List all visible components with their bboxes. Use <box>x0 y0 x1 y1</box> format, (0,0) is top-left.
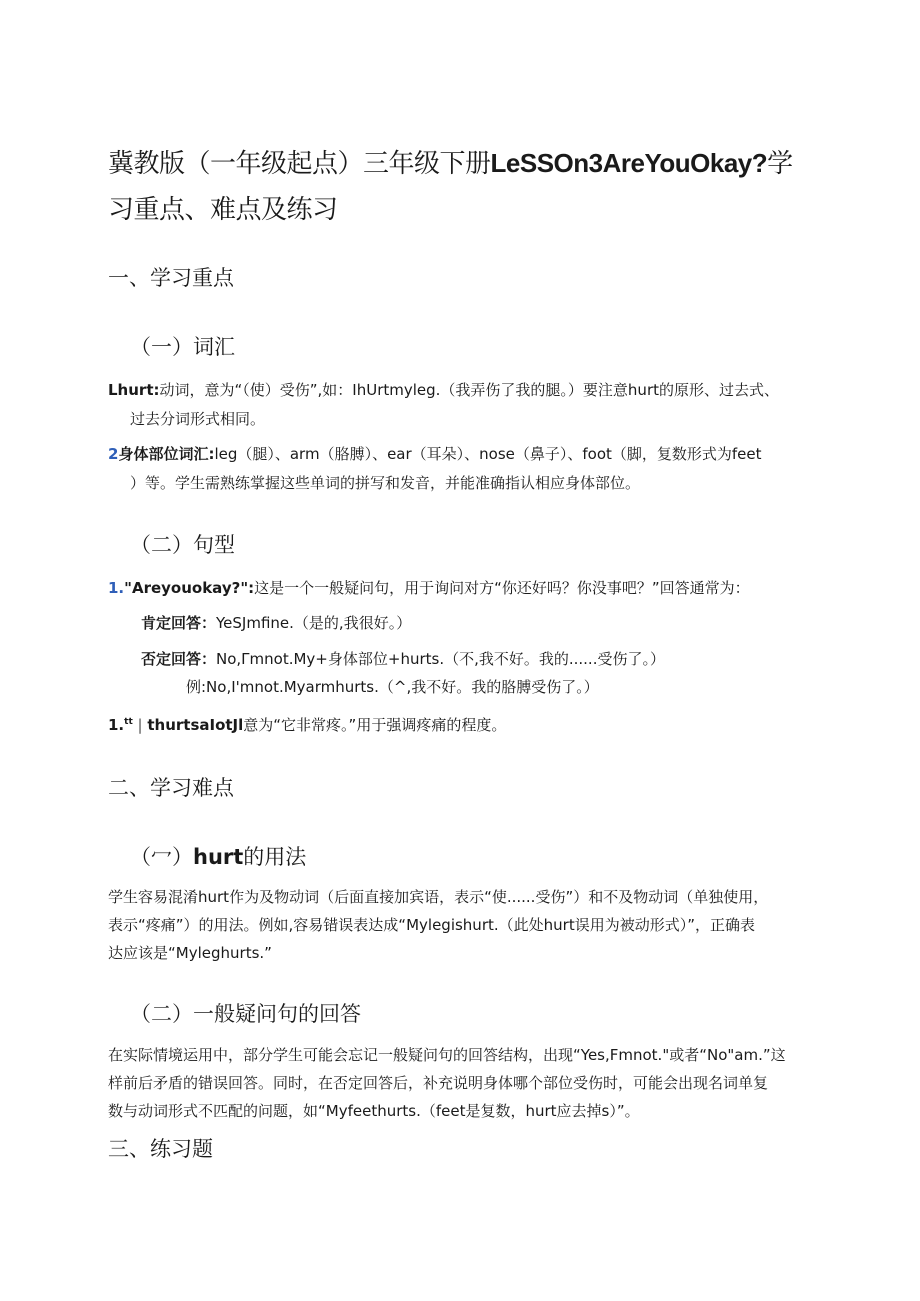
hurt-usage-line2: 表示“疼痛”）的用法。例如,容易错误表达成“Mylegishurt.（此处hurt误用为被动形式）”，正确表 <box>108 916 755 934</box>
vocab-hurt-text-line2: 过去分词形式相同。 <box>130 410 266 428</box>
section2-sub1-heading-rest: 的用法 <box>243 845 307 869</box>
question-answer-line1: 在实际情境运用中，部分学生可能会忘记一般疑问句的回答结构，出现“Yes,Fmnot."或者“No"am.”这 <box>108 1046 786 1064</box>
vocab-body-number: 2 <box>108 445 119 463</box>
question-answer-line3: 数与动词形式不匹配的问题，如“Myfeethurts.（feet是复数，hurt应去掉s）”。 <box>108 1102 640 1120</box>
vocab-body-label: 身体部位词汇: <box>118 445 215 463</box>
vocab-hurt-text-line1: 动词，意为“（使）受伤”,如：IhUrtmyleg.（我弄伤了我的腿。）要注意hurt的原形、过去式、 <box>159 381 779 399</box>
sentence1-text: 这是一个一般疑问句，用于询问对方“你还好吗？你没事吧？”回答通常为： <box>254 579 750 597</box>
section2-heading: 二、学习难点 <box>108 776 234 800</box>
vocab-hurt-label: Lhurt: <box>108 381 160 399</box>
negative-answer-text: No,Γmnot.My+身体部位+hurts.（不,我不好。我的......受伤了。） <box>216 650 665 668</box>
sentence2-text: 意为“它非常疼。”用于强调疼痛的程度。 <box>243 716 507 734</box>
title-part-2: LeSSOn3AreYouOkay? <box>490 148 768 178</box>
negative-answer <box>141 644 665 674</box>
section2-sub2-heading: （二）一般疑问句的回答 <box>130 1002 361 1026</box>
vocab-item-body-parts <box>108 439 818 469</box>
sentence1-label: "Areyouokay?": <box>124 579 255 597</box>
document-title <box>108 140 818 233</box>
sentence-item-are-you-okay <box>108 573 818 603</box>
section3-heading: 三、练习题 <box>108 1137 213 1161</box>
positive-answer <box>141 608 411 638</box>
question-answer-line2: 样前后矛盾的错误回答。同时，在否定回答后，补充说明身体哪个部位受伤时，可能会出现名词单复 <box>108 1074 769 1092</box>
section2-sub1-heading-mark: （冖） <box>130 845 193 869</box>
section1-heading: 一、学习重点 <box>108 266 234 290</box>
section2-sub1-heading <box>130 842 306 872</box>
title-part-3: 学习重点、难点及练习 <box>108 149 793 225</box>
sentence-item-it-hurts-a-lot <box>108 707 818 740</box>
hurt-usage-line3: 达应该是“Myleghurts.” <box>108 944 272 962</box>
vocab-body-text-line2: ）等。学生需熟练掌握这些单词的拼写和发音，并能准确指认相应身体部位。 <box>130 474 641 492</box>
negative-answer-example: 例:No,I'mnot.Myarmhurts.（^,我不好。我的胳膊受伤了。） <box>186 678 599 696</box>
hurt-usage-line1: 学生容易混淆hurt作为及物动词（后面直接加宾语，表示“使......受伤”）和不及物动词（单独使用， <box>108 888 769 906</box>
sentence2-label: thurtsaIotJl <box>147 716 244 734</box>
section1-sub2-heading: （二）句型 <box>130 533 235 557</box>
title-part-1: 冀教版（一年级起点）三年级下册 <box>108 149 491 179</box>
positive-answer-text: YeSJmfine.（是的,我很好。） <box>216 614 412 632</box>
positive-answer-label: 肯定回答： <box>141 614 217 632</box>
negative-answer-label: 否定回答： <box>141 650 217 668</box>
sentence2-separator: | <box>132 716 148 734</box>
section1-sub1-heading: （一）词汇 <box>130 335 235 359</box>
section2-sub1-heading-en: hurt <box>193 845 244 869</box>
vocab-body-text-line1: leg（腿）、arm（胳膊）、ear（耳朵）、nose（鼻子）、foot（脚，复数形式为feet <box>214 445 762 463</box>
sentence2-mark: tt <box>124 717 133 727</box>
vocab-item-hurt <box>108 375 818 405</box>
sentence2-number: 1. <box>108 716 125 734</box>
sentence1-number: 1. <box>108 579 125 597</box>
